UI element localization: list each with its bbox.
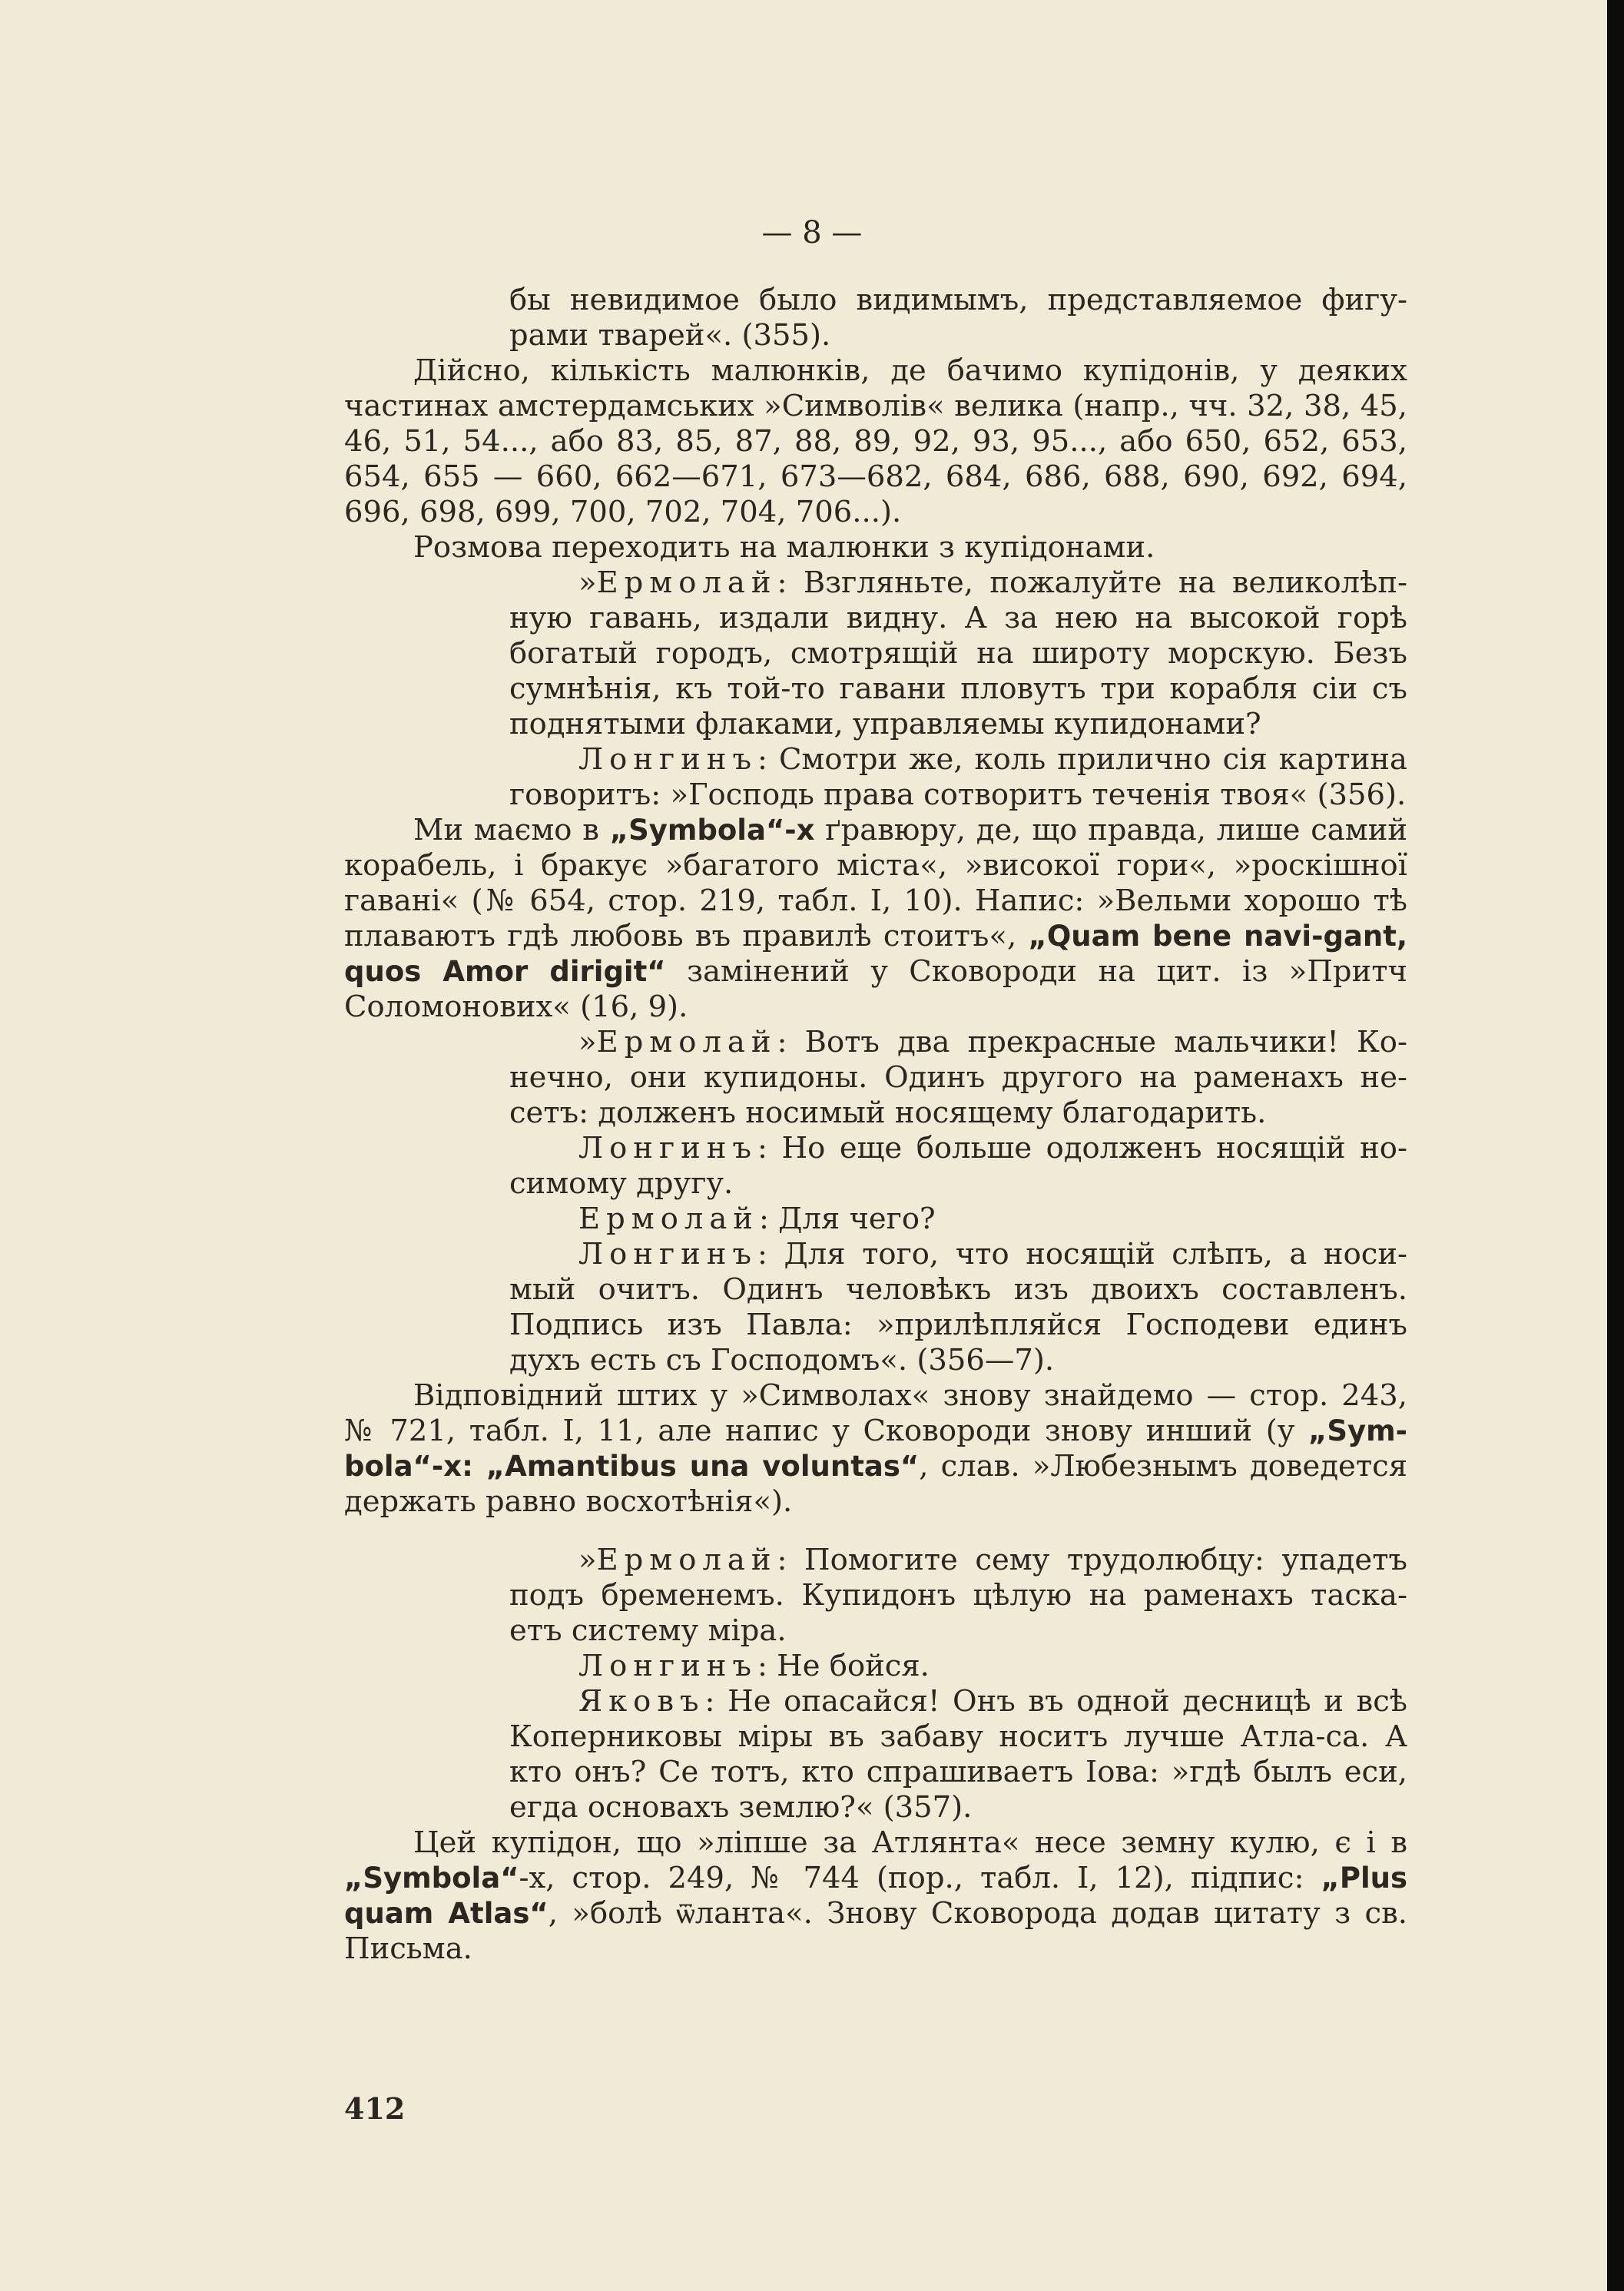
speaker-name: Лонгинъ: [578, 742, 757, 777]
dialogue-line-2b: Лонгинъ: Но еще больше одолженъ носящій но-симому другу.: [509, 1131, 1407, 1201]
page-number: 412: [344, 2091, 406, 2126]
paragraph-corresponding-engraving: Відповідний штих у »Символах« знову знайдемо — стор. 243, № 721, табл. I, 11, але напис у Сковороди знову инший (у „Sym-bola“-x: „Amantibus una voluntas“, слав. »Любезнымъ доведется держать равно восхотѣнія«).: [344, 1378, 1407, 1519]
body-text: [344, 283, 1407, 1967]
speaker-name: Яковъ: [578, 1684, 705, 1719]
latin-motto: „Quam bene navi-gant, quos Amor dirigit“: [344, 920, 1407, 988]
paragraph-cupids-count: Дійсно, кількість малюнків, де бачимо купідонів, у деяких частинах амстердамських »Символів« велика (напр., чч. 32, 38, 45, 46, 51, 54..., або 83, 85, 87, 88, 89, 92, 93, 95..., або 650, 652, 653, 654, 655 — 660, 662—671, 673—682, 684, 686, 688, 690, 692, 694, 696, 698, 699, 700, 702, 704, 706...).: [344, 353, 1407, 529]
speaker-name: Ермолай: [596, 565, 777, 600]
dialogue-line-1b: Лонгинъ: Смотри же, коль прилично сія картина говоритъ: »Господь права сотворитъ теченія твоя« (356).: [509, 742, 1407, 812]
speaker-name: Лонгинъ: [578, 1237, 757, 1271]
page-edge-shadow: [1607, 0, 1624, 2291]
dialogue-line-2a: »Ермолай: Вотъ два прекрасные мальчики! Ко-нечно, они купидоны. Одинъ другого на раменахъ не-сетъ: долженъ носимый носящему благодарить.: [509, 1025, 1407, 1130]
paragraph-transition: Розмова переходить на малюнки з купідонами.: [413, 530, 1155, 565]
page-folio: — 8 —: [761, 215, 863, 250]
dialogue-line-3b: Лонгинъ: Не бойся.: [578, 1649, 930, 1683]
dialogue-line-2c: Ермолай: Для чего?: [578, 1202, 936, 1236]
paragraph-atlas-cupid: Цей купідон, що »ліпше за Атлянта« несе земну кулю, є і в „Symbola“-x, стор. 249, № 744 (пор., табл. I, 12), підпис: „Plus quam Atlas“, »болѣ ѿланта«. Знову Сковорода додав цитату з св. Письма.: [344, 1825, 1407, 1966]
latin-motto: „Plus quam Atlas“: [344, 1862, 1407, 1930]
speaker-name: Лонгинъ: [578, 1649, 757, 1683]
dialogue-line-3c: Яковъ: Не опасайся! Онъ въ одной десницѣ и всѣ Коперниковы міры въ забаву носитъ лучше Атла-са. А кто онъ? Се тотъ, кто спрашиваетъ Іова: »гдѣ былъ еси, егда основахъ землю?« (357).: [509, 1684, 1407, 1825]
speaker-name: Ермолай: [596, 1543, 777, 1577]
speaker-name: Ермолай: [596, 1025, 777, 1059]
dialogue-line-2d: Лонгинъ: Для того, что носящій слѣпъ, а носи-мый очитъ. Одинъ человѣкъ изъ двоихъ составленъ. Подпись изъ Павла: »прилѣпляйся Господеви единъ духъ есть съ Господомъ«. (356—7).: [509, 1237, 1407, 1378]
latin-title: „Symbola“: [344, 1862, 519, 1895]
dialogue-line-3a: »Ермолай: Помогите сему трудолюбцу: упадетъ подъ бременемъ. Купидонъ цѣлую на раменахъ таска-етъ систему міра.: [509, 1543, 1407, 1648]
dialogue-line-1a: »Ермолай: Взгляньте, пожалуйте на великолѣп-ную гавань, издали видну. А за нею на высокой горѣ богатый городъ, смотрящій на широту морскую. Безъ сумнѣнія, къ той-то гавани пловутъ три корабля сіи съ поднятыми флаками, управляемы купидонами?: [509, 565, 1407, 741]
quote-continuation: бы невидимое было видимымъ, представляемое фигу-рами тварей«. (355).: [509, 283, 1407, 353]
speaker-name: Ермолай: [578, 1202, 759, 1236]
paragraph-symbola-engraving: Ми маємо в „Symbola“-x ґравюру, де, що правда, лише самий корабель, і бракує »багатого міста«, »високої гори«, »роскішної гавані« (№ 654, стор. 219, табл. I, 10). Напис: »Вельми хорошо тѣ плаваютъ гдѣ любовь въ правилѣ стоитъ«, „Quam bene navi-gant, quos Amor dirigit“ замінений у Сковороди на цит. із »Притч Соломонових« (16, 9).: [344, 813, 1408, 1024]
latin-title: „Symbola“-x: [609, 814, 815, 847]
latin-motto: „Sym-bola“-x: „Amantibus una voluntas“: [344, 1414, 1407, 1483]
speaker-name: Лонгинъ: [578, 1131, 757, 1165]
